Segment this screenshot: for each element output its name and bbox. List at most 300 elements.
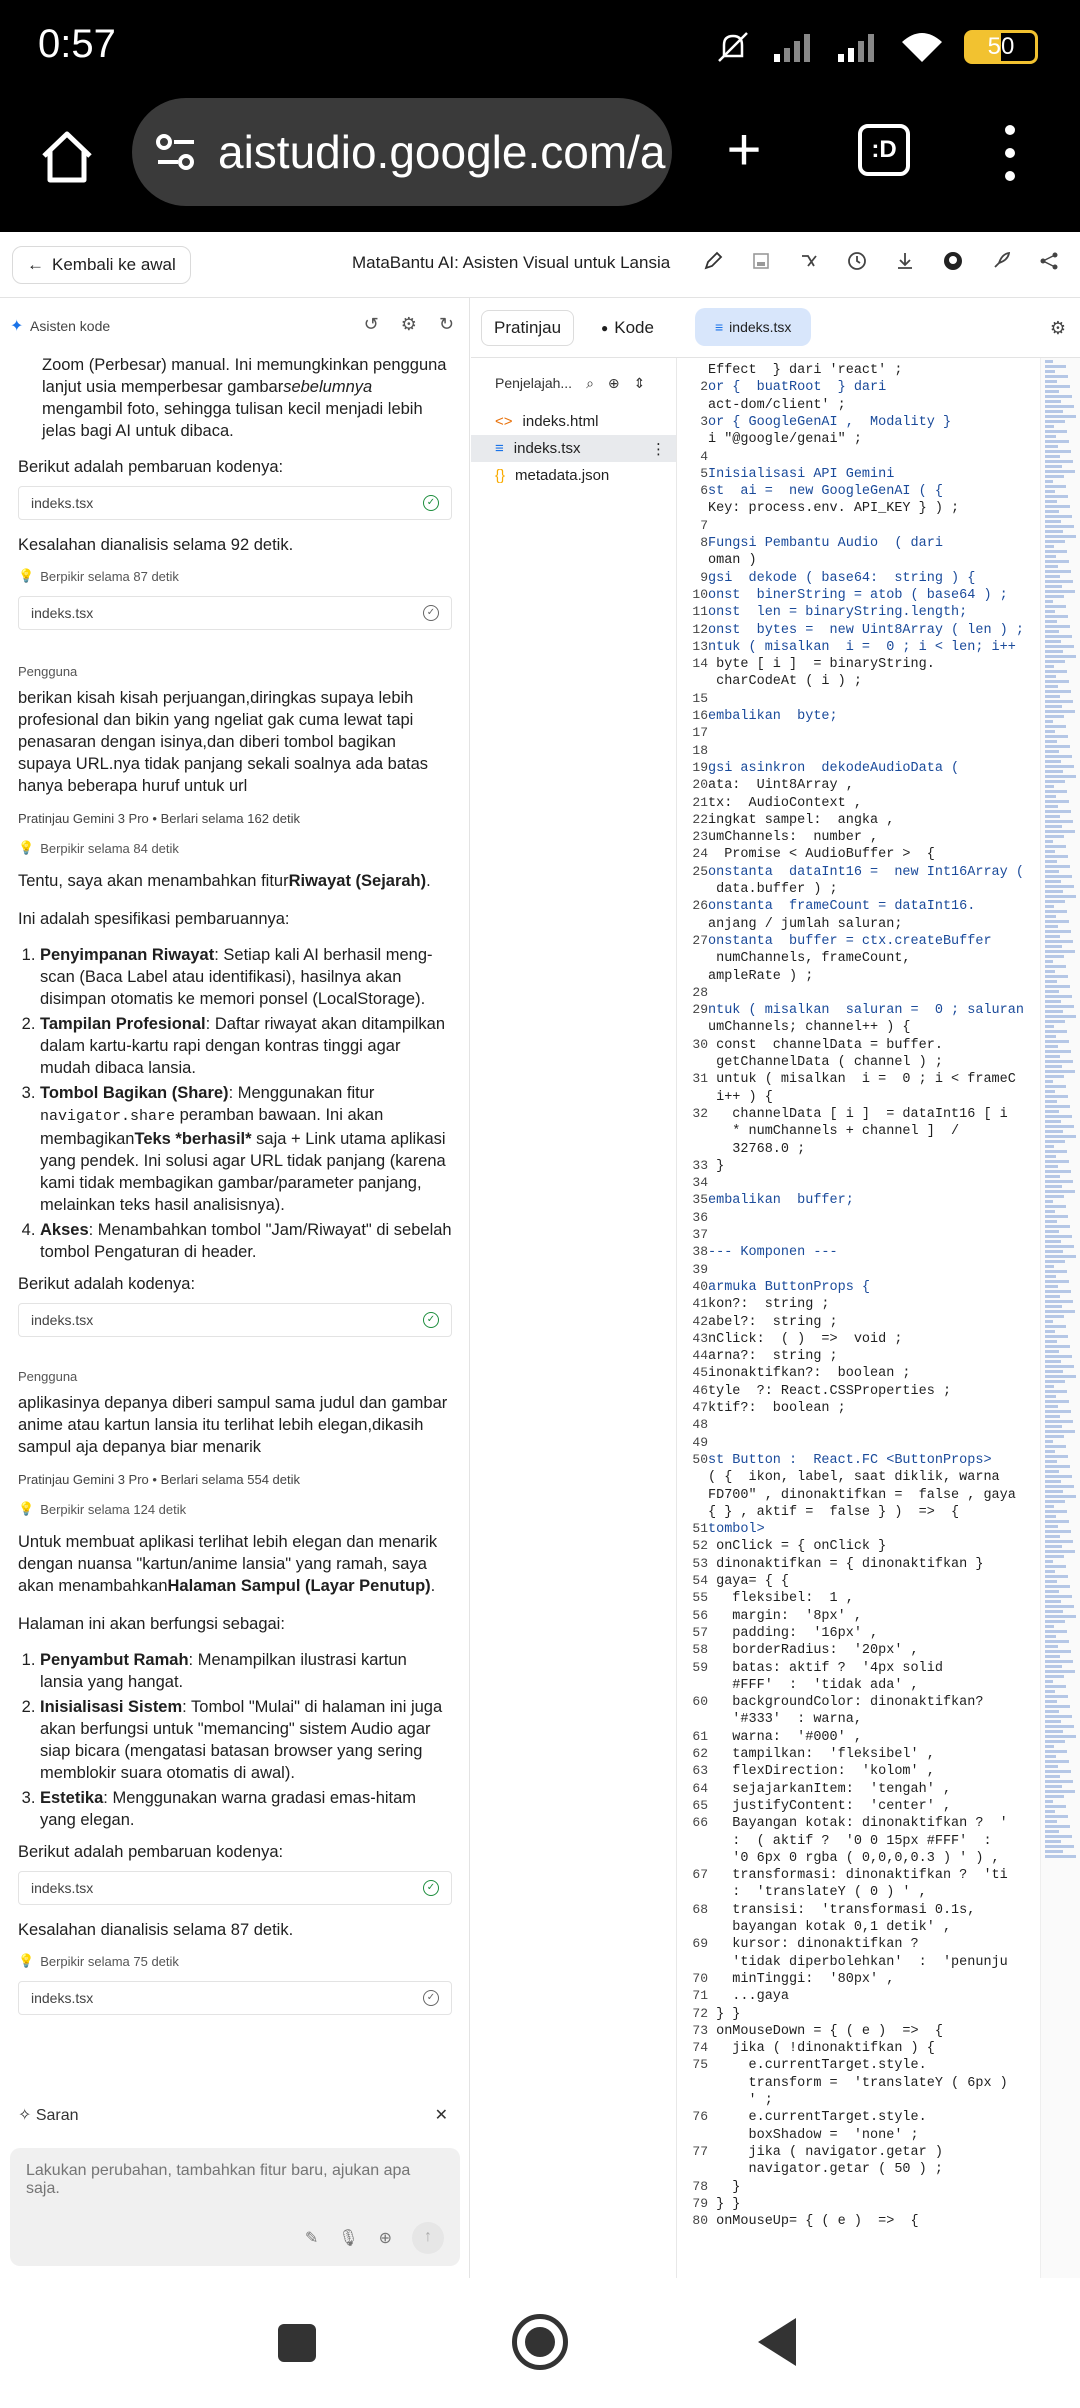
minimap-line (1045, 1120, 1061, 1123)
wifi-icon (900, 30, 944, 64)
line-number: 25 (692, 863, 708, 879)
line-number: 45 (692, 1365, 708, 1381)
model-meta: Pratinjau Gemini 3 Pro • Berlari selama 554 detik (18, 1472, 301, 1487)
download-icon[interactable] (894, 250, 916, 272)
code-line: byte [ i ] = binaryString. (708, 657, 935, 673)
minimap-line (1045, 1785, 1062, 1788)
code-line: borderRadius: '20px' , (708, 1643, 919, 1659)
minimap-line (1045, 1835, 1072, 1838)
code-line: onst len = binaryString.length; (708, 605, 968, 621)
minimap-line (1045, 790, 1067, 793)
minimap-line (1045, 575, 1060, 578)
code-line: st Button : React.FC <ButtonProps> (708, 1452, 992, 1468)
minimap-line (1045, 1675, 1064, 1678)
code-line: ingkat sampel: angka , (708, 812, 895, 828)
minimap-line (1045, 1590, 1059, 1593)
minimap-line (1045, 550, 1067, 553)
minimap-line (1045, 1010, 1063, 1013)
code-line: flexDirection: 'kolom' , (708, 1764, 935, 1780)
minimap-line (1045, 1855, 1076, 1858)
minimap-line (1045, 1070, 1075, 1073)
minimap-line (1045, 1430, 1075, 1433)
line-number: 71 (692, 1988, 708, 2004)
minimap-line (1045, 1055, 1060, 1058)
minimap-line (1045, 1410, 1071, 1413)
line-number: 17 (692, 725, 708, 741)
history-icon[interactable] (846, 250, 868, 272)
minimap-line (1045, 1165, 1058, 1168)
minimap-line (1045, 1580, 1057, 1583)
code-editor[interactable] (678, 358, 1080, 2278)
minimap-line (1045, 1565, 1066, 1568)
minimap-line (1045, 1110, 1059, 1113)
file-card[interactable]: indeks.tsx ✓ (18, 596, 452, 630)
code-line: data.buffer ) ; (708, 882, 838, 897)
minimap-line (1045, 1680, 1053, 1683)
code-line: const channelData = buffer. (708, 1037, 943, 1053)
line-number: 64 (692, 1780, 708, 1796)
line-number: 5 (700, 465, 708, 481)
home-icon[interactable] (36, 126, 98, 188)
minimap-line (1045, 1225, 1070, 1228)
minimap-line (1045, 1445, 1066, 1448)
minimap-line (1045, 1185, 1062, 1188)
minimap-line (1045, 600, 1053, 603)
minimap-line (1045, 1200, 1053, 1203)
code-line: batas: aktif ? '4px solid (708, 1660, 943, 1676)
minimap-line (1045, 570, 1071, 573)
code-line: numChannels, frameCount, (708, 951, 911, 967)
minimap-line (1045, 925, 1058, 928)
minimap-line (1045, 1750, 1067, 1753)
line-number: 48 (692, 1417, 708, 1433)
minimap-line (1045, 645, 1074, 648)
code-line: Key: process.env. API_KEY } ) ; (708, 501, 960, 517)
more-vert-icon[interactable] (1000, 122, 1020, 184)
status-time: 0:57 (38, 22, 116, 66)
minimap-line (1045, 1250, 1063, 1253)
tab-code[interactable]: ● Kode (601, 318, 654, 337)
minimap-line (1045, 460, 1073, 463)
back-label: Kembali ke awal (52, 255, 176, 274)
minimap-line (1045, 955, 1064, 958)
list-item: 1. Penyambut Ramah: Menampilkan ilustrasi kartun lansia yang hangat. (40, 1649, 452, 1693)
minimap-line (1045, 1710, 1059, 1713)
line-number: 51 (692, 1521, 708, 1537)
spec-list (18, 1649, 452, 1831)
code-line: } (708, 2179, 741, 2195)
history-icon[interactable]: ↺ (363, 314, 379, 334)
code-assistant-panel (0, 298, 470, 2278)
minimap-line (1045, 1490, 1063, 1493)
lightbulb-icon: 💡 (18, 568, 35, 583)
line-number: 66 (692, 1815, 708, 1831)
minimap-line (1045, 765, 1074, 768)
code-line: #FFF' : 'tidak ada' , (708, 1677, 919, 1693)
minimap-line (1045, 1025, 1054, 1028)
prompt-input[interactable] (26, 2162, 444, 2210)
share-icon[interactable] (1038, 250, 1060, 272)
minimap-line (1045, 1775, 1060, 1778)
code-line: ntuk ( misalkan i = 0 ; i < len; i++ (708, 639, 1016, 655)
file-explorer (471, 358, 677, 2278)
status-icons (714, 28, 1038, 66)
minimap-line (1045, 1555, 1064, 1558)
recents-button[interactable] (278, 2324, 316, 2362)
code-line: act-dom/client' ; (708, 397, 846, 413)
collapse-icon[interactable]: ⇕ (633, 374, 646, 391)
line-number: 18 (692, 742, 708, 758)
line-number: 62 (692, 1746, 708, 1761)
minimap-line (1045, 375, 1068, 378)
minimap-line (1045, 1820, 1057, 1823)
line-number: 56 (692, 1607, 708, 1623)
magic-wand-icon[interactable]: ✎ (304, 2230, 319, 2247)
address-bar[interactable] (132, 98, 672, 206)
header-actions (702, 250, 1080, 272)
code-line: onMouseUp= { ( e ) => { (708, 2214, 919, 2230)
minimap-line (1045, 1150, 1067, 1153)
mic-icon[interactable]: 🎙 (338, 2230, 359, 2247)
code-line: kon?: string ; (708, 1297, 830, 1313)
minimap-line (1045, 1050, 1071, 1053)
minimap-line (1045, 1125, 1074, 1128)
line-number: 46 (692, 1382, 708, 1398)
thinking-indicator[interactable]: 💡 Berpikir selama 124 detik (18, 1501, 187, 1517)
minimap-line (1045, 875, 1072, 878)
thinking-indicator[interactable]: 💡 Berpikir selama 87 detik (18, 568, 179, 584)
minimap[interactable] (1040, 358, 1080, 2278)
minimap-line (1045, 1560, 1053, 1563)
minimap-line (1045, 360, 1053, 363)
minimap-line (1045, 1230, 1059, 1233)
gear-icon[interactable]: ⚙ (1049, 318, 1066, 338)
minimap-line (1045, 1440, 1053, 1443)
code-line: Promise < AudioBuffer > { (708, 847, 935, 863)
explorer-label: Penjelajah... (495, 375, 573, 391)
line-number: 65 (692, 1797, 708, 1813)
minimap-line (1045, 1655, 1060, 1658)
minimap-line (1045, 1470, 1059, 1473)
code-line: Bayangan kotak: dinonaktifkan ? ' (708, 1816, 1008, 1832)
minimap-line (1045, 905, 1054, 908)
chat-message: Untuk membuat aplikasi terlihat lebih elegan dan menarik dengan nuansa "kartun/anime lansia" yang ramah, saya akan menambahkanHalaman Sampul (Layar Penutup). (18, 1533, 438, 1595)
file-card[interactable]: indeks.tsx ✓ (18, 1871, 452, 1905)
minimap-line (1045, 640, 1061, 643)
minimap-line (1045, 1800, 1053, 1803)
code-line: onst bytes = new Uint8Array ( len ) ; (708, 622, 1024, 638)
line-number: 32 (692, 1105, 708, 1121)
minimap-line (1045, 1400, 1069, 1403)
code-line: ' ; (708, 2093, 773, 2108)
thinking-indicator[interactable]: 💡 Berpikir selama 75 detik (18, 1953, 179, 1969)
code-line: getChannelData ( channel ) ; (708, 1055, 943, 1070)
minimap-line (1045, 425, 1054, 428)
line-number: 22 (692, 811, 708, 827)
save-icon[interactable] (750, 250, 772, 272)
minimap-line (1045, 1685, 1066, 1688)
minimap-line (1045, 1665, 1062, 1668)
user-message: berikan kisah kisah perjuangan,diringkas supaya lebih profesional dan bikin yang ngeliat gak cuma lewat tapi penasaran dengan isinya,dan diberi tombol bagikan supaya URL.nya tidak panjang sekali soalnya ada batas hanya beberapa huruf untuk url (18, 689, 429, 795)
gear-icon[interactable]: ⚙ (400, 314, 417, 334)
back-button[interactable] (12, 246, 191, 284)
minimap-line (1045, 1075, 1064, 1078)
minimap-line (1045, 410, 1063, 413)
minimap-line (1045, 895, 1076, 898)
code-line: onMouseDown = { ( e ) => { (708, 2023, 943, 2039)
code-line: tx: AudioContext , (708, 795, 862, 811)
user-label: Pengguna (18, 664, 78, 679)
minimap-line (1045, 1805, 1066, 1808)
minimap-line (1045, 770, 1063, 773)
minimap-line (1045, 720, 1053, 723)
app-title: MataBantu AI: Asisten Visual untuk Lansia (352, 253, 671, 272)
code-line: padding: '16px' , (708, 1625, 879, 1641)
minimap-line (1045, 1160, 1069, 1163)
file-tab[interactable]: ≡ indeks.tsx (695, 308, 811, 346)
lightbulb-icon: 💡 (18, 1501, 35, 1516)
suggestions-bar[interactable] (18, 2098, 448, 2132)
minimap-line (1045, 730, 1055, 733)
minimap-line (1045, 1335, 1068, 1338)
minimap-line (1045, 780, 1065, 783)
tab-switcher-icon[interactable]: :D (858, 124, 910, 176)
minimap-line (1045, 1650, 1071, 1653)
sparkle-icon: ✦ (10, 318, 24, 335)
file-card[interactable]: indeks.tsx ✓ (18, 1981, 452, 2015)
minimap-line (1045, 535, 1076, 538)
minimap-line (1045, 825, 1062, 828)
line-number: 78 (692, 2178, 708, 2194)
minimap-line (1045, 370, 1055, 373)
code-line: st ai = new GoogleGenAI ( { (708, 484, 943, 500)
minimap-line (1045, 500, 1057, 503)
add-circle-icon[interactable]: ⊕ (378, 2230, 392, 2247)
minimap-line (1045, 565, 1058, 568)
code-line: } } (708, 2006, 741, 2022)
code-line: ktif?: boolean ; (708, 1401, 846, 1416)
line-number: 31 (692, 1071, 708, 1087)
file-item-html[interactable]: <> indeks.html (495, 413, 599, 430)
minimap-line (1045, 1355, 1072, 1358)
minimap-line (1045, 1245, 1074, 1248)
minimap-line (1045, 1235, 1072, 1238)
add-file-icon[interactable]: ⊕ (607, 374, 620, 391)
minimap-line (1045, 1000, 1061, 1003)
minimap-line (1045, 1425, 1062, 1428)
code-line: dinonaktifkan = { dinonaktifkan } (708, 1556, 984, 1572)
url-text: aistudio.google.com/a (218, 126, 666, 178)
minimap-line (1045, 1215, 1068, 1218)
code-line: embalikan buffer; (708, 1193, 854, 1209)
minimap-line (1045, 1270, 1067, 1273)
back-nav-button[interactable] (758, 2318, 796, 2366)
code-line: nClick: ( ) => void ; (708, 1331, 903, 1347)
code-line: or { buatRoot } dari (708, 380, 887, 396)
line-number: 4 (700, 448, 708, 464)
minimap-line (1045, 1325, 1066, 1328)
thinking-indicator[interactable]: 💡 Berpikir selama 84 detik (18, 840, 179, 856)
battery-indicator: 50 (964, 30, 1038, 64)
minimap-line (1045, 1340, 1057, 1343)
code-line: umChannels: number , (708, 830, 879, 846)
code-line: } (708, 1158, 725, 1174)
file-item-json[interactable]: {} metadata.json (495, 467, 610, 484)
chat-thread (0, 354, 470, 2015)
minimap-line (1045, 620, 1057, 623)
minimap-line (1045, 585, 1062, 588)
minimap-line (1045, 1420, 1073, 1423)
minimap-line (1045, 1830, 1059, 1833)
minimap-line (1045, 1450, 1055, 1453)
line-number: 23 (692, 829, 708, 845)
minimap-line (1045, 420, 1065, 423)
minimap-line (1045, 1645, 1058, 1648)
minimap-line (1045, 1535, 1060, 1538)
minimap-line (1045, 1190, 1075, 1193)
github-icon[interactable] (942, 250, 964, 272)
site-settings-icon[interactable] (154, 130, 198, 174)
minimap-line (1045, 1795, 1064, 1798)
minimap-line (1045, 810, 1071, 813)
line-number: 75 (692, 2057, 708, 2073)
rocket-icon[interactable] (990, 250, 1012, 272)
line-number: 8 (700, 535, 708, 550)
branch-icon[interactable] (798, 250, 820, 272)
minimap-line (1045, 1720, 1061, 1723)
minimap-line (1045, 1520, 1069, 1523)
minimap-line (1045, 1630, 1067, 1633)
minimap-line (1045, 800, 1069, 803)
line-number: 15 (692, 690, 708, 706)
minimap-line (1045, 1530, 1071, 1533)
tab-preview[interactable]: Pratinjau (481, 310, 574, 346)
minimap-line (1045, 1415, 1060, 1418)
minimap-line (1045, 1810, 1055, 1813)
line-number: 10 (692, 586, 708, 602)
minimap-line (1045, 1300, 1073, 1303)
chat-message: Kesalahan dianalisis selama 92 detik. (18, 536, 294, 554)
minimap-line (1045, 1575, 1068, 1578)
minimap-line (1045, 820, 1073, 823)
chat-message: Halaman ini akan berfungsi sebagai: (18, 1615, 285, 1633)
minimap-line (1045, 745, 1070, 748)
minimap-line (1045, 975, 1068, 978)
code-line: transform = 'translateY ( 6px ) (708, 2075, 1008, 2091)
minimap-line (1045, 1515, 1056, 1518)
minimap-line (1045, 1435, 1064, 1438)
minimap-line (1045, 1725, 1074, 1728)
check-icon: ✓ (423, 605, 439, 621)
minimap-line (1045, 1780, 1073, 1783)
minimap-line (1045, 1525, 1058, 1528)
minimap-line (1045, 1485, 1074, 1488)
minimap-line (1045, 455, 1060, 458)
minimap-line (1045, 1695, 1068, 1698)
line-number: 13 (692, 638, 708, 654)
code-line: gsi asinkron dekodeAudioData ( (708, 760, 960, 776)
refresh-icon[interactable]: ↻ (438, 314, 454, 334)
minimap-line (1045, 1735, 1076, 1738)
line-number: 40 (692, 1278, 708, 1294)
list-item: 1. Penyimpanan Riwayat: Setiap kali AI berhasil meng-scan (Baca Label atau identifikasi), hasilnya akan disimpan otomatis ke memori ponsel (LocalStorage). (40, 944, 452, 1010)
file-card[interactable]: indeks.tsx ✓ (18, 1303, 452, 1337)
minimap-line (1045, 1065, 1062, 1068)
code-line: i "@google/genai" ; (708, 432, 862, 448)
minimap-line (1045, 870, 1059, 873)
line-number: 16 (692, 708, 708, 723)
minimap-line (1045, 845, 1066, 848)
send-button[interactable]: ↑ (412, 2222, 444, 2254)
file-item-tsx[interactable]: ≡ indeks.tsx ⋮ (471, 435, 676, 462)
code-line: '#333' : warna, (708, 1712, 862, 1728)
code-line: { } , aktif = false } ) => { (708, 1504, 960, 1520)
minimap-line (1045, 590, 1075, 593)
code-line: kursor: dinonaktifkan ? (708, 1937, 919, 1953)
tsx-file-icon: ≡ (495, 440, 504, 457)
minimap-line (1045, 1745, 1054, 1748)
search-icon[interactable]: ⌕ (586, 374, 594, 391)
lightbulb-icon: 💡 (18, 1953, 35, 1968)
new-tab-icon[interactable]: + (726, 116, 762, 183)
code-line: : 'translateY ( 0 ) ' , (708, 1885, 927, 1901)
minimap-line (1045, 1205, 1066, 1208)
minimap-line (1045, 1220, 1057, 1223)
line-number: 33 (692, 1157, 708, 1173)
close-icon[interactable]: ✕ (434, 2107, 448, 2124)
code-line: armuka ButtonProps { (708, 1279, 871, 1295)
line-number: 70 (692, 1970, 708, 1986)
minimap-line (1045, 1500, 1065, 1503)
minimap-line (1045, 1740, 1065, 1743)
line-number: 60 (692, 1694, 708, 1710)
minimap-line (1045, 1815, 1068, 1818)
list-item: 2. Tampilan Profesional: Daftar riwayat akan ditampilkan dalam kartu-kartu rapi dengan kontras tinggi agar mudah dibaca lansia. (40, 1013, 452, 1079)
home-button[interactable] (512, 2314, 568, 2370)
list-item: 3. Tombol Bagikan (Share): Menggunakan fitur navigator.share peramban bawaan. Ini akan membagikanTeks *berhasil* saja + Link utama aplikasi yang pendek. Ini solusi agar URL tidak panjang (karena kami tidak membagikan gambar/parameter panjang, melainkan teks hasil analisisnya). (40, 1082, 452, 1216)
file-card[interactable]: indeks.tsx ✓ (18, 486, 452, 520)
minimap-line (1045, 945, 1062, 948)
line-number: 42 (692, 1313, 708, 1329)
minimap-line (1045, 1170, 1071, 1173)
code-line: margin: '8px' , (708, 1608, 862, 1624)
minimap-line (1045, 775, 1076, 778)
line-number: 43 (692, 1330, 708, 1346)
code-line: jika ( !dinonaktifkan ) { (708, 2041, 935, 2057)
assistant-label: Asisten kode (30, 318, 111, 334)
minimap-line (1045, 1770, 1071, 1773)
line-number: 3 (700, 413, 708, 429)
code-line: arna?: string ; (708, 1349, 838, 1365)
code-line: oman ) (708, 553, 757, 569)
minimap-line (1045, 1615, 1076, 1618)
minimap-line (1045, 415, 1076, 418)
signal-2-icon (836, 30, 880, 64)
minimap-line (1045, 595, 1064, 598)
more-vert-icon[interactable]: ⋮ (651, 440, 666, 458)
minimap-line (1045, 490, 1055, 493)
minimap-line (1045, 995, 1072, 998)
code-line: FD700" , dinonaktifkan = false , gaya (708, 1487, 1016, 1503)
minimap-line (1045, 890, 1063, 893)
line-number: 54 (692, 1573, 708, 1588)
minimap-line (1045, 1550, 1075, 1553)
code-line: sejajarkanItem: 'tengah' , (708, 1781, 952, 1797)
line-number: 63 (692, 1763, 708, 1779)
minimap-line (1045, 1060, 1073, 1063)
edit-pencil-icon[interactable] (702, 250, 724, 272)
minimap-line (1045, 785, 1054, 788)
